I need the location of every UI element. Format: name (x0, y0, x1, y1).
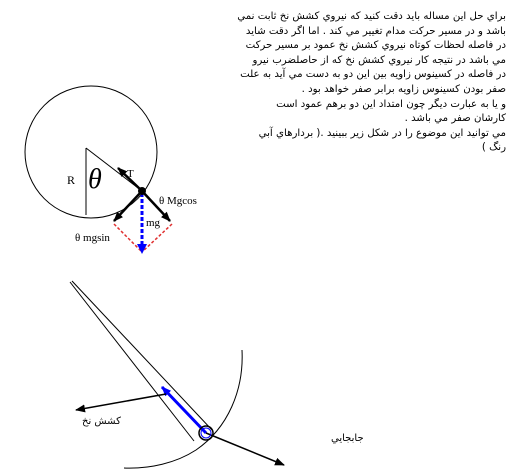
paragraph-line: رنگ ) (481, 142, 506, 154)
paragraph-line: كارشان صفر مي باشد . (404, 113, 506, 125)
paragraph-line: صفر بودن كسينوس زاويه برابر صفر خواهد بود . (301, 83, 506, 95)
component-dashed-line (114, 224, 142, 252)
label-mgcos: θ Mgcos (159, 195, 197, 207)
paragraph-line: براي حل اين مساله بايد دقت كنيد كه نيروي كشش نخ ثابت نمي (237, 11, 506, 22)
label-theta: θ (88, 164, 102, 195)
paragraph-line: باشد و در مسير حركت مدام تغيير مي كند . اما اگر دقت شايد (245, 25, 506, 37)
paragraph-line: و يا به عبارت ديگر چون امتداد اين دو برهم عمود است (276, 98, 506, 110)
label-mg: mg (146, 217, 161, 229)
label-displacement-fa: جابجايي (331, 433, 364, 444)
paragraph-line: در فاصله لحظات كوتاه نيروي كشش نخ عمود بر مسير حركت (245, 40, 506, 52)
work-displacement-diagram (70, 281, 364, 468)
paragraph-line: مي توانيد اين موضوع را در شكل زير ببينيد .( بردارهاي آبي (258, 127, 506, 139)
label-R: R (67, 173, 76, 187)
tension-force-arrow (76, 394, 166, 410)
label-T: T (127, 168, 134, 180)
displacement-arrow (206, 433, 284, 465)
pendulum-bob (138, 187, 146, 195)
pendulum-force-diagram (25, 86, 197, 254)
paragraph-line: مي باشد در نتيجه كار نيروي كشش نخ كه از حاصلضرب نيرو (252, 54, 506, 66)
blue-tension-vector (162, 387, 206, 433)
mgsin-vector (114, 191, 142, 221)
label-mgsin: θ mgsin (75, 232, 110, 244)
label-tension-fa: كشش نخ (82, 416, 121, 427)
paragraph-line: در فاصله در كسينوس زاويه بين اين دو به دست مي آيد به علت (240, 69, 506, 81)
